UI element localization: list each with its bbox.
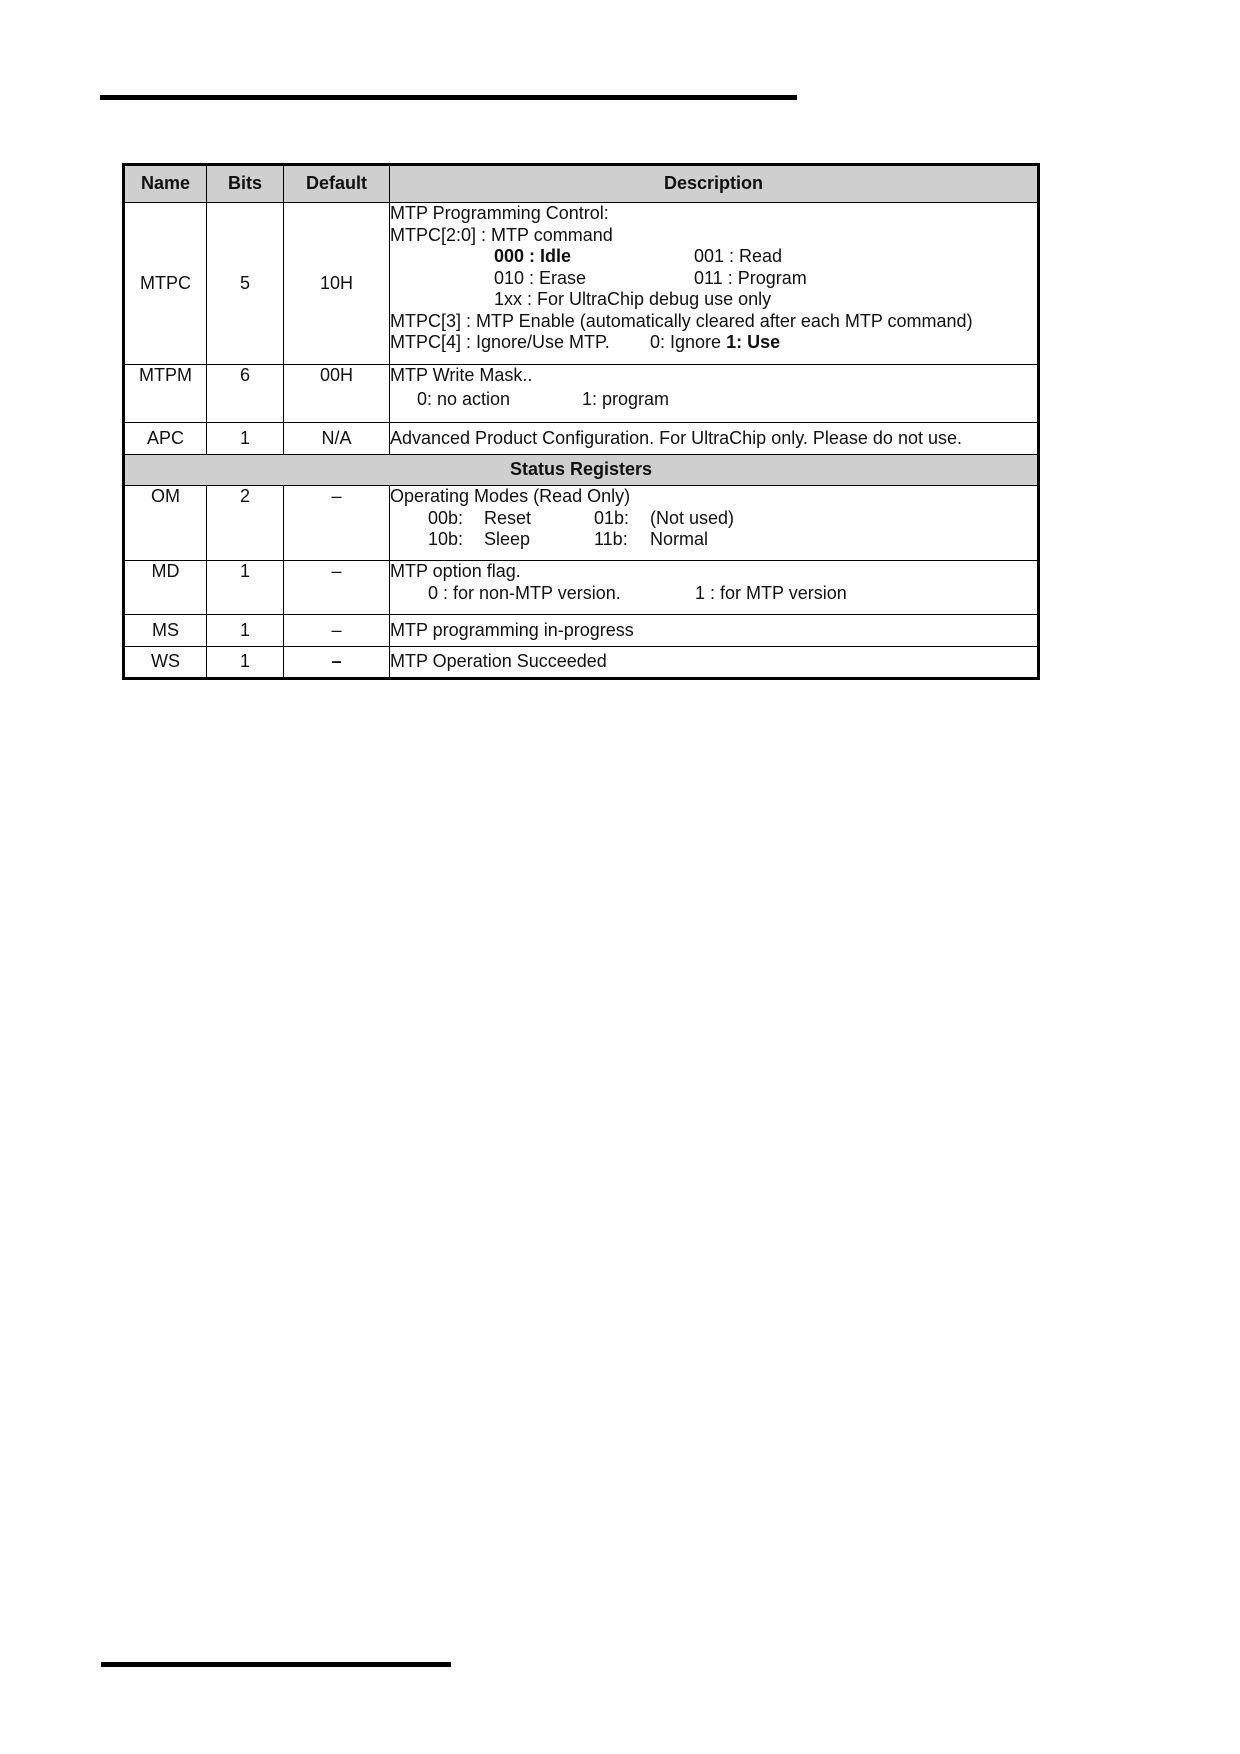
register-bits: 1	[207, 561, 284, 615]
header-default: Default	[284, 165, 390, 203]
register-name: MS	[124, 615, 207, 647]
flag-opt1: 1 : for MTP version	[695, 582, 847, 603]
register-table	[122, 163, 1040, 680]
mode-code: 01b:	[594, 507, 630, 528]
register-default: N/A	[284, 423, 390, 455]
table-row	[124, 486, 1039, 561]
register-name: MD	[124, 561, 207, 615]
desc-option-line	[390, 583, 1037, 605]
mtpc4-use: 1: Use	[726, 332, 781, 352]
register-name: OM	[124, 486, 207, 561]
desc-option-line	[390, 529, 1037, 551]
header-description: Description	[390, 165, 1039, 203]
header-name: Name	[124, 165, 207, 203]
register-description	[390, 647, 1039, 679]
register-default: –	[284, 647, 390, 679]
table-row	[124, 423, 1039, 455]
register-bits: 5	[207, 203, 284, 365]
register-description	[390, 561, 1039, 615]
desc-option-line	[390, 268, 1037, 290]
register-description	[390, 365, 1039, 423]
desc-line	[390, 332, 1037, 354]
desc-line: MTP Operation Succeeded	[390, 651, 607, 672]
cmd-read: 001 : Read	[694, 246, 783, 266]
register-default: –	[284, 486, 390, 561]
cmd-debug: 1xx : For UltraChip debug use only	[494, 289, 772, 309]
cmd-erase: 010 : Erase	[494, 267, 587, 288]
mask-opt0: 0: no action	[417, 388, 511, 409]
mode-name: Sleep	[484, 529, 531, 549]
register-default: –	[284, 615, 390, 647]
flag-opt0: 0 : for non-MTP version.	[428, 582, 621, 603]
table-row	[124, 615, 1039, 647]
register-name: MTPC	[124, 203, 207, 365]
header-rule	[100, 95, 797, 100]
table-header-row	[124, 165, 1039, 203]
desc-line: Advanced Product Configuration. For UltraChip only. Please do not use.	[390, 427, 962, 448]
desc-option-line	[390, 389, 1037, 411]
header-bits: Bits	[207, 165, 284, 203]
mode-code: 11b:	[594, 529, 628, 549]
section-row	[124, 455, 1039, 486]
mtpc4-ignore: 0: Ignore	[650, 332, 722, 352]
desc-line: Operating Modes (Read Only)	[390, 486, 631, 506]
mode-code: 10b:	[428, 529, 464, 549]
register-description	[390, 615, 1039, 647]
section-title: Status Registers	[124, 455, 1039, 486]
register-bits: 2	[207, 486, 284, 561]
desc-line: MTP Write Mask..	[390, 365, 533, 385]
register-bits: 1	[207, 615, 284, 647]
mode-name: (Not used)	[650, 507, 735, 528]
desc-line: MTP Programming Control:	[390, 203, 609, 223]
footer-rule	[101, 1662, 451, 1667]
register-default: –	[284, 561, 390, 615]
register-default: 00H	[284, 365, 390, 423]
table-row	[124, 647, 1039, 679]
register-description	[390, 486, 1039, 561]
register-description	[390, 203, 1039, 365]
cmd-program: 011 : Program	[694, 267, 807, 288]
desc-option-line	[390, 246, 1037, 268]
mode-code: 00b:	[428, 507, 464, 528]
mask-opt1: 1: program	[582, 388, 670, 409]
cmd-idle: 000 : Idle	[494, 246, 572, 266]
table-row	[124, 203, 1039, 365]
register-bits: 1	[207, 423, 284, 455]
table-row	[124, 365, 1039, 423]
register-default: 10H	[284, 203, 390, 365]
mode-name: Reset	[484, 507, 532, 528]
table-row	[124, 561, 1039, 615]
desc-line: MTPC[3] : MTP Enable (automatically cleared after each MTP command)	[390, 310, 973, 331]
desc-line: MTP option flag.	[390, 561, 521, 581]
mode-name: Normal	[650, 529, 709, 549]
register-bits: 1	[207, 647, 284, 679]
register-name: WS	[124, 647, 207, 679]
register-name: APC	[124, 423, 207, 455]
desc-line: MTP programming in-progress	[390, 619, 634, 640]
desc-option-line	[390, 508, 1037, 530]
desc-line: MTPC[2:0] : MTP command	[390, 224, 613, 245]
register-bits: 6	[207, 365, 284, 423]
mtpc4-prefix: MTPC[4] : Ignore/Use MTP.	[390, 332, 610, 352]
register-description	[390, 423, 1039, 455]
register-name: MTPM	[124, 365, 207, 423]
